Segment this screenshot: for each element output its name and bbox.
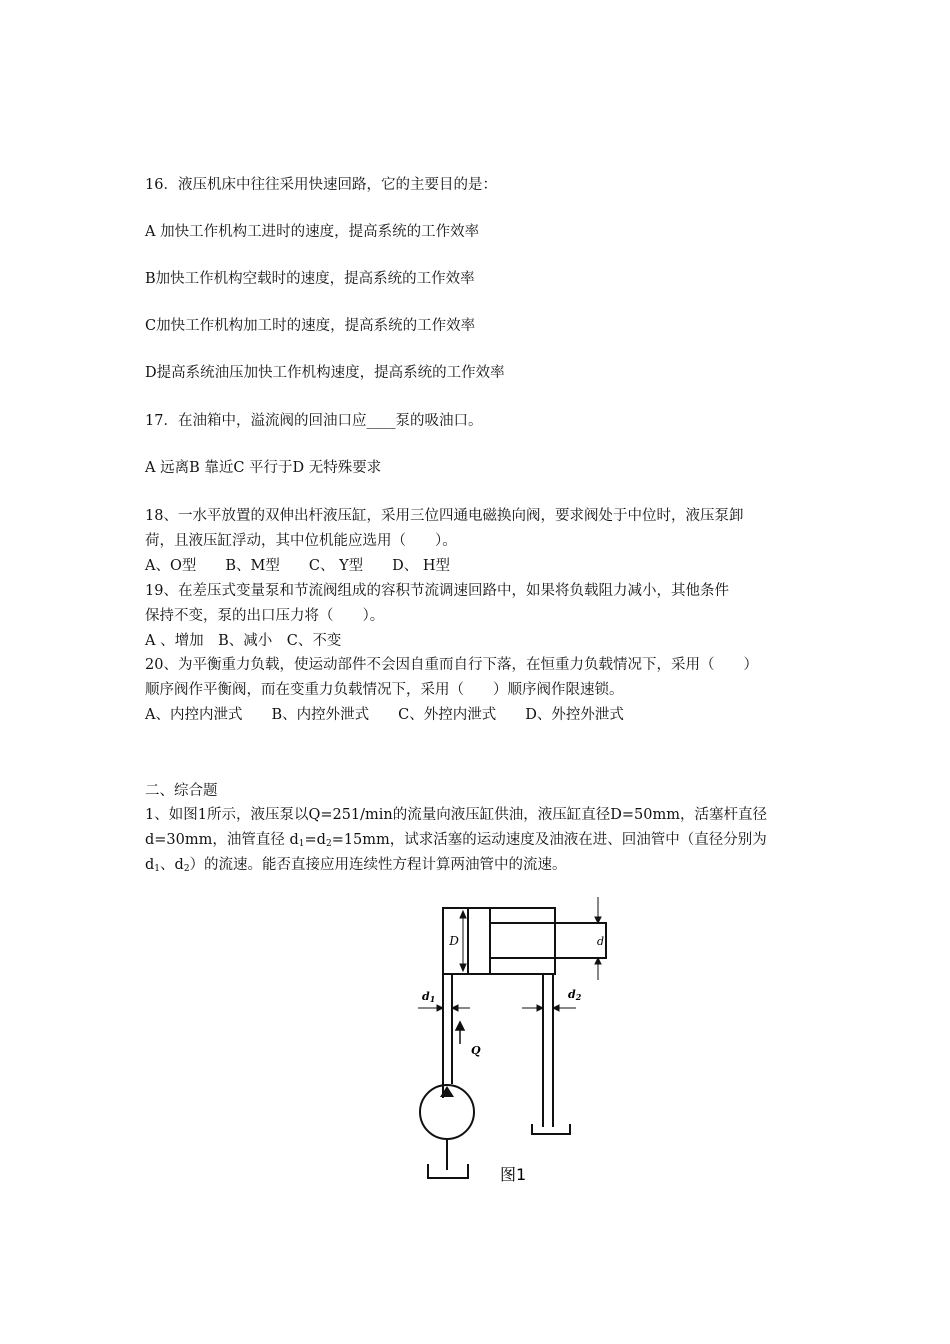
question-16-option-a: A 加快工作机构工进时的速度，提高系统的工作效率	[145, 224, 480, 240]
piston	[468, 908, 490, 974]
question-16-option-b: B加快工作机构空载时的速度，提高系统的工作效率	[145, 271, 475, 287]
question-17-options: A 远离B 靠近C 平行于D 无特殊要求	[145, 460, 382, 476]
question-20-stem-line2: 顺序阀作平衡阀，而在变重力负载情况下，采用（ ）顺序阀作限速锁。	[145, 682, 624, 698]
question-16-option-d: D提高系统油压加快工作机构速度，提高系统的工作效率	[145, 365, 505, 381]
piston-rod	[490, 923, 606, 958]
question-17-stem: 17．在油箱中，溢流阀的回油口应____泵的吸油口。	[145, 413, 483, 429]
label-d: d	[597, 935, 605, 948]
figure-caption: 图1	[500, 1165, 527, 1184]
figure-1-hydraulic-diagram	[400, 890, 630, 1190]
question-16-option-c: C加快工作机构加工时的速度，提高系统的工作效率	[145, 318, 476, 334]
flow-arrow-icon	[456, 1022, 464, 1030]
label-D: D	[449, 934, 459, 948]
section-2-heading: 二、综合题	[145, 783, 218, 799]
problem-1-line3: $d_1$、$d_2$）的流速。能否直接应用连续性方程计算两油管中的流速。	[145, 857, 567, 874]
question-16-stem: 16．液压机床中往往采用快速回路，它的主要目的是：	[145, 177, 497, 193]
question-18-stem-line1: 18、一水平放置的双伸出杆液压缸，采用三位四通电磁换向阀，要求阀处于中位时，液压泵卸	[145, 508, 744, 524]
question-19-stem-line1: 19、在差压式变量泵和节流阀组成的容积节流调速回路中，如果将负载阻力减小，其他条件	[145, 583, 729, 599]
question-20-stem-line1: 20、为平衡重力负载，使运动部件不会因自重而自行下落，在恒重力负载情况下，采用（ ）	[145, 657, 758, 673]
label-d2: d2	[568, 988, 582, 1002]
question-20-options: A、内控内泄式 B、内控外泄式 C、外控内泄式 D、外控外泄式	[145, 707, 624, 723]
return-tank	[532, 1124, 570, 1134]
question-18-options: A、O型 B、M型 C、 Y型 D、 H型	[145, 558, 451, 574]
problem-1-line2: d=30mm，油管直径 $d_1=d_2=15mm$，试求活塞的运动速度及油液在进、回油管中（直径分别为	[145, 832, 767, 849]
label-Q: Q	[471, 1044, 481, 1057]
question-19-stem-line2: 保持不变，泵的出口压力将（ ）。	[145, 608, 385, 624]
question-19-options: A 、增加 B、减小 C、不变	[145, 633, 342, 649]
label-d1: d1	[422, 990, 436, 1004]
question-18-stem-line2: 荷，且液压缸浮动，其中位机能应选用（ ）。	[145, 533, 457, 549]
problem-1-line1: 1、如图1所示，液压泵以Q=251/min的流量向液压缸供油，液压缸直径D=50mm，活塞杆直径	[145, 807, 767, 823]
